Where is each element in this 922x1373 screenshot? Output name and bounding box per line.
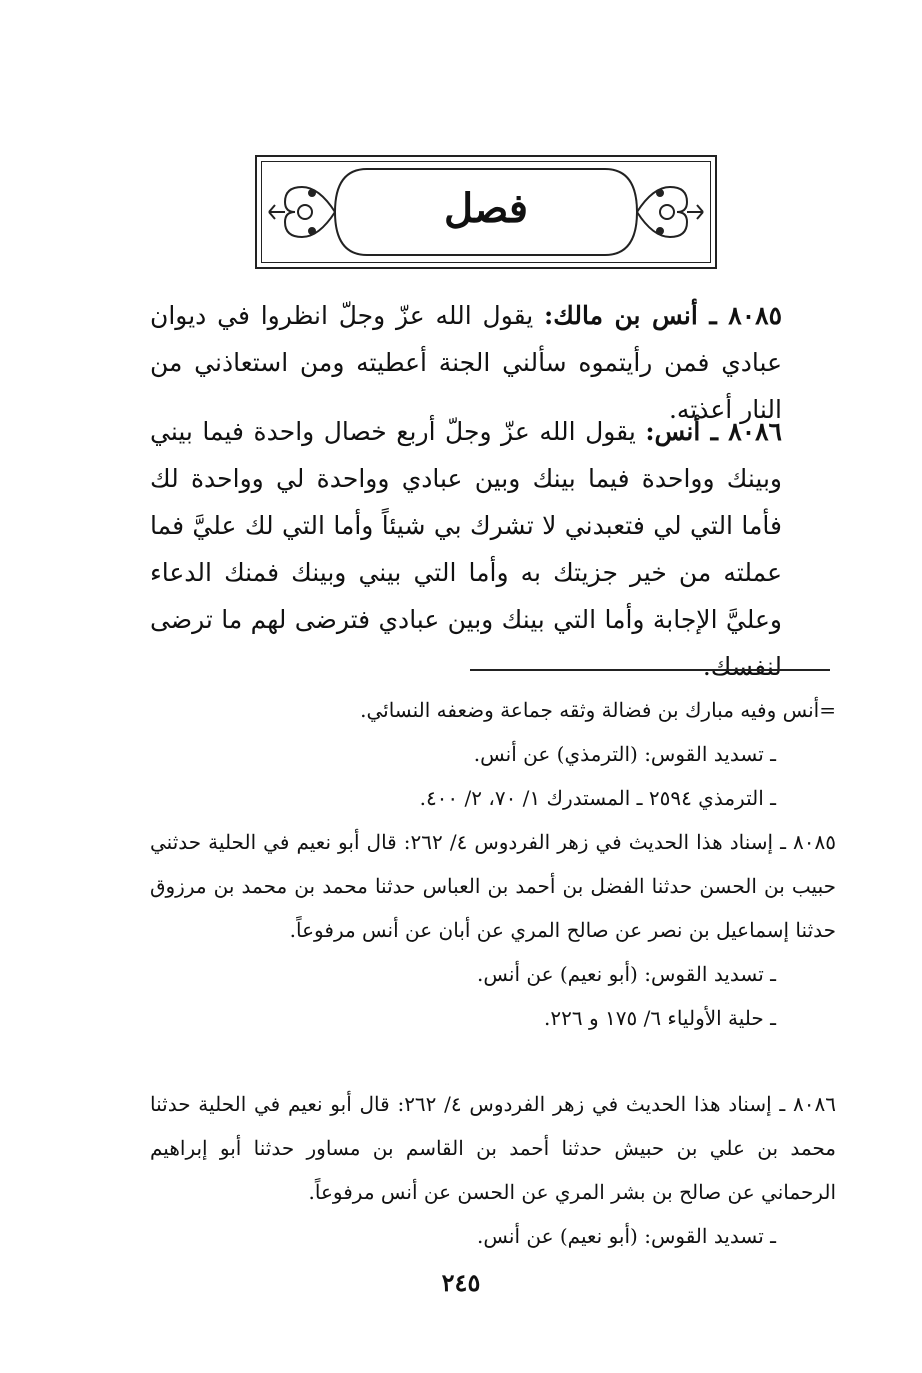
footnote-separator <box>470 669 830 671</box>
footnote-8085-reference: ـ حلية الأولياء ٦/ ١٧٥ و ٢٢٦. <box>544 1006 776 1030</box>
footnote-continuation-tasdid: ـ تسديد القوس: (الترمذي) عن أنس. <box>473 742 776 766</box>
hadith-paragraph-8086 <box>150 408 782 690</box>
footnote-8085-tasdid: ـ تسديد القوس: (أبو نعيم) عن أنس. <box>477 962 776 986</box>
section-heading-frame <box>255 155 717 269</box>
footnote-8085 <box>150 820 836 1040</box>
footnote-8086-text: ٨٠٨٦ ـ إسناد هذا الحديث في زهر الفردوس ٤/ ٢٦٢: قال أبو نعيم في الحلية حدثنا محمد بن علي بن حبيش حدثنا أحمد بن القاسم بن مساور حدثنا أبو إبراهيم الرحماني عن صالح بن بشر المري عن الحسن عن أنس مرفوعاً. <box>150 1092 836 1204</box>
footnote-continuation <box>150 688 836 820</box>
hadith-number-8086: ٨٠٨٦ ـ أنس: <box>645 417 782 446</box>
footnote-continuation-reference: ـ الترمذي ٢٥٩٤ ـ المستدرك ١/ ٧٠، ٢/ ٤٠٠. <box>419 786 776 810</box>
footnote-8086-tasdid: ـ تسديد القوس: (أبو نعيم) عن أنس. <box>477 1224 776 1248</box>
footnote-continuation-text: =أنس وفيه مبارك بن فضالة وثقه جماعة وضعفه النسائي. <box>360 698 836 722</box>
section-title: فصل <box>443 185 529 232</box>
footnote-8086 <box>150 1082 836 1258</box>
hadith-number-8085: ٨٠٨٥ ـ أنس بن مالك: <box>544 301 782 330</box>
hadith-text-8086: يقول الله عزّ وجلّ أربع خصال واحدة فيما بيني وبينك وواحدة فيما بينك وبين عبادي وواحدة لي وواحدة لك فأما التي لي فتعبدني لا تشرك بي شيئاً وأما التي لك عليَّ فما عملته من خير جزيتك به وأما التي بيني وبينك فمنك الدعاء وعليَّ الإجابة وأما التي بينك وبين عبادي فترضى لهم ما ترضى لنفسك. <box>150 417 782 681</box>
footnote-8085-text: ٨٠٨٥ ـ إسناد هذا الحديث في زهر الفردوس ٤/ ٢٦٢: قال أبو نعيم في الحلية حدثني حبيب بن الحسن حدثنا الفضل بن أحمد بن العباس حدثنا محمد بن محمد بن مرزوق حدثنا إسماعيل بن نصر عن صالح المري عن أبان عن أنس مرفوعاً. <box>150 830 836 942</box>
hadith-text-8085: يقول الله عزّ وجلّ انظروا في ديوان عبادي فمن رأيتموه سألني الجنة أعطيته ومن استعاذني من النار أعذته. <box>150 301 782 424</box>
page-number: ٢٤٥ <box>441 1268 481 1297</box>
